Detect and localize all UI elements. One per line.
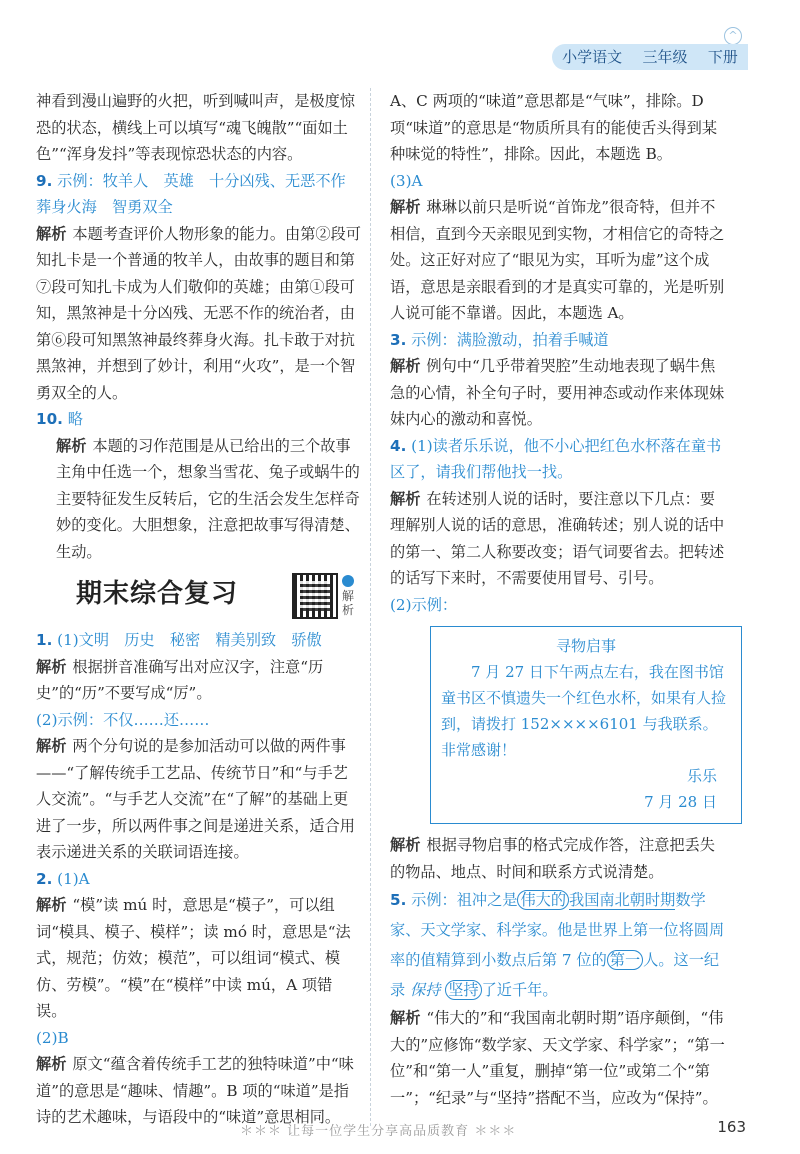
analysis-text: 两个分句说的是参加活动可以做的两件事——“了解传统手工艺品、传统节日”和“与手艺人交流”。“与手艺人交流”在“了解”的基础上更进了一步，所以两件事之间是递进关系，适合用表示递进关系的关联词语连接。	[36, 737, 355, 861]
question-number: 9.	[36, 171, 53, 190]
paragraph: A、C 两项的“味道”意思都是“气味”，排除。D 项“味道”的意思是“物质所具有的能使舌头得到某种味觉的特性”，排除。因此，本题选 B。	[390, 92, 718, 163]
analysis-label: 解析	[56, 436, 87, 455]
answer-text: 人。这一纪录	[390, 951, 720, 999]
answer: (1)文明 历史 秘密 精美别致 骄傲	[57, 631, 322, 649]
question-4	[390, 433, 730, 486]
qr-label: 解析	[342, 589, 355, 617]
hat-icon: ^	[724, 27, 742, 45]
analysis	[390, 832, 730, 885]
analysis-text: 例句中“几乎带着哭腔”生动地表现了蜗牛焦急的心情，补全句子时，要用神态或动作来体现妹妹内心的激动和喜悦。	[390, 357, 725, 428]
question-number: 1.	[36, 631, 53, 649]
analysis-label: 解析	[36, 657, 67, 676]
right-column	[390, 88, 730, 1111]
answer: (3)A	[390, 171, 423, 190]
analysis-label: 解析	[390, 836, 421, 854]
circled-word: 伟大的	[517, 890, 569, 910]
analysis-label: 解析	[36, 224, 67, 243]
question-1	[36, 627, 362, 654]
column-divider	[370, 88, 371, 1126]
answer: 示例：满脸激动，拍着手喊道	[411, 330, 609, 349]
header-tab	[552, 44, 748, 70]
question-number: 5.	[390, 891, 407, 909]
question-number: 4.	[390, 436, 407, 455]
analysis-label: 解析	[36, 896, 67, 914]
answer-text: 示例：祖冲之是	[411, 891, 518, 909]
analysis-label: 解析	[36, 1055, 67, 1073]
answer: 略	[67, 410, 83, 428]
header-subject: 小学语文	[562, 48, 623, 66]
notice-title: 寻物启事	[555, 637, 616, 655]
analysis	[36, 733, 362, 866]
section-title: 期末综合复习	[76, 579, 239, 609]
analysis	[390, 194, 730, 327]
play-icon	[342, 575, 354, 587]
question-number: 3.	[390, 330, 407, 349]
analysis-text: 根据拼音准确写出对应汉字，注意“历史”的“历”不要写成“厉”。	[36, 657, 324, 702]
notice-date: 7 月 28 日	[644, 793, 717, 811]
notice-signature: 乐乐	[686, 767, 717, 785]
slogan-text: 让每一位学生分享高品质教育	[287, 1124, 470, 1139]
left-column	[36, 88, 362, 1131]
answer: (2)示例：	[390, 595, 458, 614]
notice-body: 7 月 27 日下午两点左右，我在图书馆童书区不慎遗失一个红色水杯，如果有人捡到，请拨打 152××××6101 与我联系。非常感谢！	[441, 663, 727, 759]
analysis-text: 原文“蕴含着传统手工艺的独特味道”中“味道”的意思是“趣味、情趣”。B 项的“味道”是指诗的艺术趣味，与语段中的“味道”意思相同。	[36, 1055, 354, 1126]
analysis	[36, 433, 362, 566]
circled-word: 坚持	[445, 980, 481, 1000]
analysis-text: “伟大的”和“我国南北朝时期”语序颠倒，“伟大的”应修饰“数学家、天文学家、科学家”；“第一位”和“第一人”重复，删掉“第一位”或第二个“第一”；“纪录”与“坚持”搭配不当，应改为“保持”。	[390, 1009, 725, 1107]
analysis-text: “模”读 mú 时，意思是“模子”，可以组词“模具、模子、模样”；读 mó 时，意思是“法式，规范；仿效；模范”，可以组词“模式、模仿、劳模”。“模”在“模样”中读 mú，A 项错误。	[36, 896, 351, 1020]
paragraph: 神看到漫山遍野的火把，听到喊叫声，是极度惊恐的状态，横线上可以填写“魂飞魄散”“面如土色”“浑身发抖”等表现惊恐状态的内容。	[36, 92, 355, 163]
circled-word: 第一	[607, 950, 643, 970]
qr-code-icon[interactable]	[292, 573, 338, 619]
analysis	[36, 654, 362, 707]
lost-item-notice	[430, 626, 742, 824]
analysis-text: 本题的习作范围是从已给出的三个故事主角中任选一个，想象当雪花、兔子或蜗牛的主要特征发生反转后，它的生活会发生怎样奇妙的变化。大胆想象，注意把故事写得清楚、生动。	[56, 436, 360, 561]
answer: (2)示例：不仅……还……	[36, 710, 210, 729]
question-3	[390, 327, 730, 354]
footer-slogan	[240, 1120, 516, 1139]
footer	[0, 1118, 800, 1142]
analysis	[36, 221, 362, 407]
answer: (1)A	[57, 869, 90, 888]
analysis	[36, 892, 362, 1025]
answer: (2)B	[36, 1028, 69, 1047]
question-9	[36, 168, 362, 221]
correction-word: 保持	[410, 981, 441, 999]
analysis-text: 本题考查评价人物形象的能力。由第②段可知扎卡是一个普通的牧羊人，由故事的题目和第⑦段可知扎卡成为人们敬仰的英雄；由第①段可知，黑煞神是十分凶残、无恶不作的统治者，由第⑥段可知黑煞神最终葬身火海。扎卡敢于对抗黑煞神，并想到了妙计，利用“火攻”，是一个智勇双全的人。	[36, 224, 361, 402]
answer: 示例：牧羊人 英雄 十分凶残、无恶不作 葬身火海 智勇双全	[36, 171, 361, 216]
analysis-label: 解析	[390, 357, 421, 375]
footer-stars-right: ＊＊＊	[474, 1124, 517, 1139]
underlined-phrase: 我国南北朝时期	[569, 891, 676, 909]
answer-text: 了近千年。	[481, 981, 558, 999]
section-header	[36, 571, 362, 623]
analysis-label: 解析	[36, 737, 67, 755]
question-10	[36, 406, 362, 433]
footer-stars-left: ＊＊＊	[240, 1124, 283, 1139]
question-number: 10.	[36, 410, 63, 428]
analysis	[390, 353, 730, 433]
question-5	[390, 885, 730, 1005]
analysis-label: 解析	[390, 1009, 421, 1027]
answer: (1)读者乐乐说，他不小心把红色水杯落在童书区了，请我们帮他找一找。	[390, 436, 722, 481]
analysis-text: 琳琳以前只是听说“首饰龙”很奇特，但并不相信，直到今天亲眼见到实物，才相信它的奇特之处。这正好对应了“眼见为实，耳听为虚”这个成语，意思是亲眼看到的才是真实可靠的，光是听别人说可能不靠谱。因此，本题选 A。	[390, 198, 725, 322]
analysis-label: 解析	[390, 489, 421, 508]
question-number: 2.	[36, 869, 53, 888]
analysis	[390, 486, 730, 592]
page-number: 163	[717, 1118, 746, 1136]
question-2	[36, 866, 362, 893]
analysis	[390, 1005, 730, 1111]
analysis-text: 在转述别人说的话时，要注意以下几点：要理解别人说的话的意思，准确转述；别人说的话中的第一、第二人称要改变；语气词要省去。把转述的话写下来时，不需要使用冒号、引号。	[390, 489, 725, 587]
analysis-label: 解析	[390, 198, 421, 216]
analysis-text: 根据寻物启事的格式完成作答，注意把丢失的物品、地点、时间和联系方式说清楚。	[390, 836, 715, 881]
header-grade: 三年级	[642, 48, 688, 66]
answer-text: 数学家、天文学家、科学家。他是世界上第一位将圆周率的值精算到小数点后第 7 位的	[390, 891, 725, 969]
header-term: 下册	[707, 48, 738, 66]
